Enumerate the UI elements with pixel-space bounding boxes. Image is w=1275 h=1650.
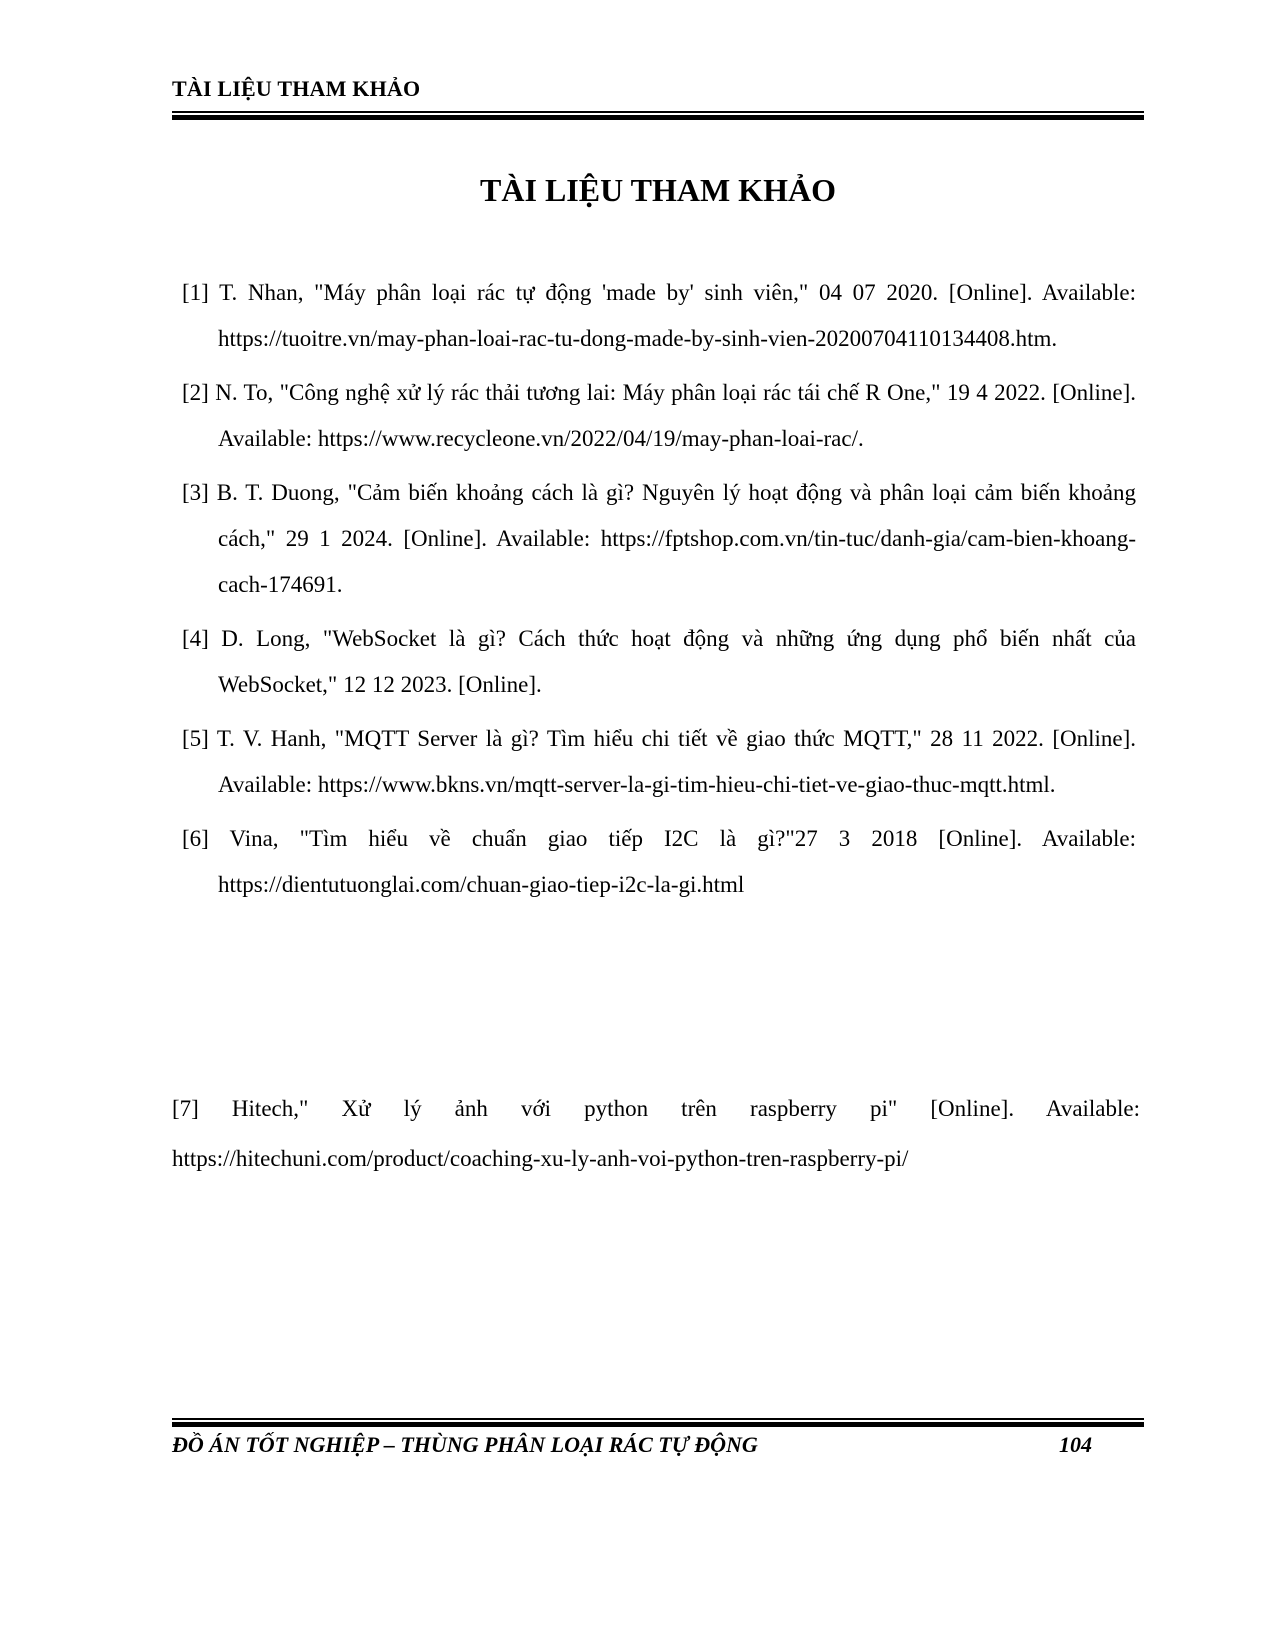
reference-item-5: [5] T. V. Hanh, "MQTT Server là gì? Tìm hiểu chi tiết về giao thức MQTT," 28 11 2022. [Online]. Available: https://www.bkns.vn/mqtt-server-la-gi-tim-hieu-chi-tiet-ve-giao-thuc-mqtt.html. <box>182 726 1136 797</box>
reference-item-3: [3] B. T. Duong, "Cảm biến khoảng cách là gì? Nguyên lý hoạt động và phân loại cảm biến khoảng cách," 29 1 2024. [Online]. Available: https://fptshop.com.vn/tin-tuc/danh-gia/cam-bien-khoang-cach-174691. <box>182 480 1136 597</box>
running-header: TÀI LIỆU THAM KHẢO <box>172 76 421 101</box>
page-number: 104 <box>1059 1432 1092 1457</box>
reference-item-4: [4] D. Long, "WebSocket là gì? Cách thức hoạt động và những ứng dụng phổ biến nhất của WebSocket," 12 12 2023. [Online]. <box>182 626 1136 697</box>
reference-item-1: [1] T. Nhan, "Máy phân loại rác tự động 'made by' sinh viên," 04 07 2020. [Online]. Available: https://tuoitre.vn/may-phan-loai-rac-tu-dong-made-by-sinh-vien-20200704110134408.htm. <box>182 280 1136 351</box>
footer-title: ĐỒ ÁN TỐT NGHIỆP – THÙNG PHÂN LOẠI RÁC TỰ ĐỘNG <box>172 1432 758 1457</box>
page-title: TÀI LIỆU THAM KHẢO <box>480 172 836 208</box>
reference-item-6: [6] Vina, "Tìm hiểu về chuẩn giao tiếp I2C là gì?"27 3 2018 [Online]. Available: https://dientutuonglai.com/chuan-giao-tiep-i2c-la-gi.html <box>182 826 1136 897</box>
reference-item-2: [2] N. To, "Công nghệ xử lý rác thải tương lai: Máy phân loại rác tái chế R One," 19 4 2022. [Online]. Available: https://www.recycleone.vn/2022/04/19/may-phan-loai-rac/. <box>182 380 1136 451</box>
footer-double-rule <box>172 1418 1144 1427</box>
header-double-rule <box>172 111 1144 120</box>
reference-item-7: [7] Hitech," Xử lý ảnh với python trên raspberry pi" [Online]. Available: https://hitechuni.com/product/coaching-xu-ly-anh-voi-python-tren-raspberry-pi/ <box>172 1096 1140 1171</box>
reference-list <box>182 270 1136 916</box>
